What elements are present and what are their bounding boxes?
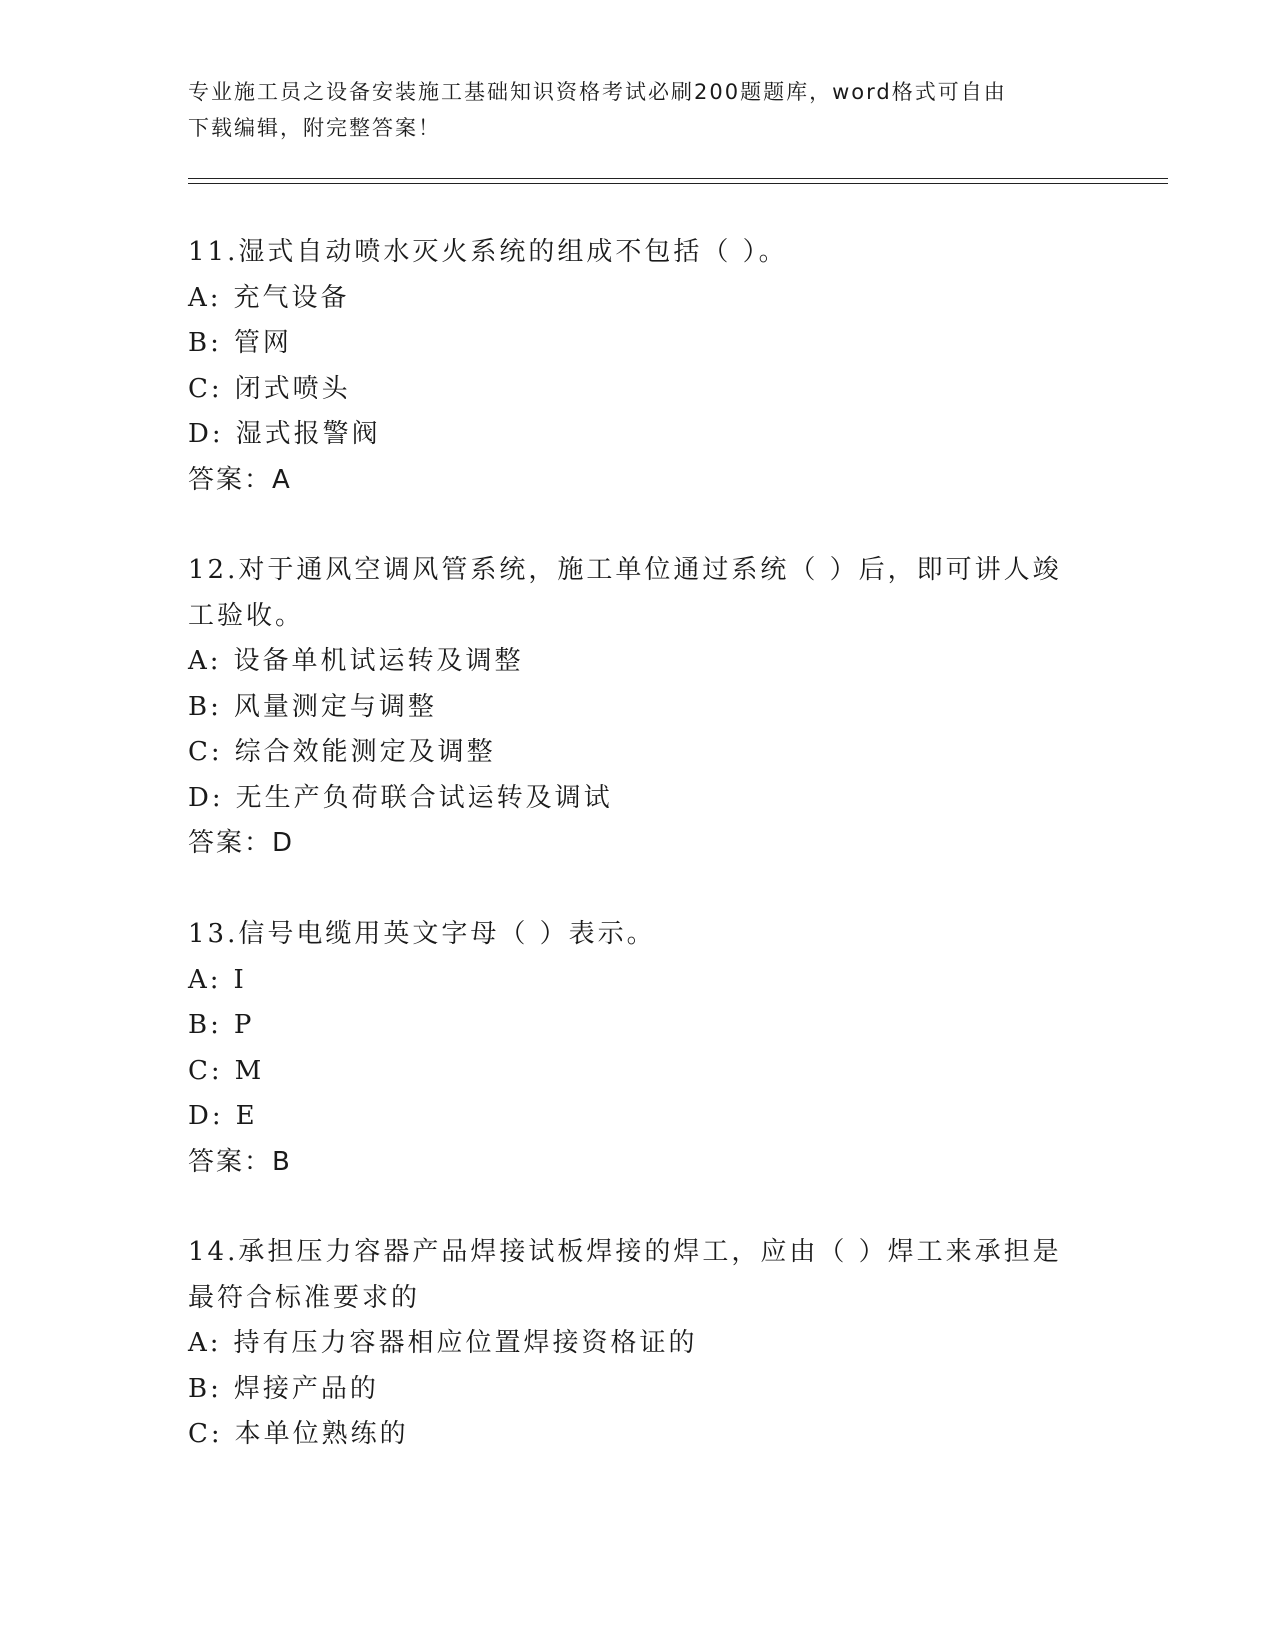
- question-stem: 11.湿式自动喷水灭火系统的组成不包括（ ）。: [188, 237, 788, 267]
- option-a: A: I: [188, 964, 247, 995]
- answer-line: 答案：B: [188, 1146, 292, 1177]
- header-line-2: 下载编辑，附完整答案！: [188, 116, 441, 140]
- option-a: A: 充气设备: [188, 282, 350, 313]
- option-d: D: E: [188, 1101, 258, 1131]
- question-14: [188, 1230, 1068, 1458]
- document-header: [188, 74, 1068, 146]
- answer-line: 答案：A: [188, 464, 292, 495]
- option-a: A: 设备单机试运转及调整: [188, 646, 524, 676]
- header-line-1: 专业施工员之设备安装施工基础知识资格考试必刷200题题库，word格式可自由: [188, 80, 1007, 104]
- answer-line: 答案：D: [188, 828, 295, 858]
- option-c: C: 本单位熟练的: [188, 1419, 409, 1449]
- question-stem: 13.信号电缆用英文字母（ ）表示。: [188, 919, 656, 949]
- option-d: D: 无生产负荷联合试运转及调试: [188, 782, 613, 813]
- question-stem: 12.对于通风空调风管系统，施工单位通过系统（ ）后，即可讲人竣: [188, 555, 1062, 585]
- question-12: [188, 548, 1068, 867]
- option-c: C: M: [188, 1055, 265, 1086]
- option-b: B: 风量测定与调整: [188, 691, 437, 722]
- question-stem-continued: 工验收。: [188, 600, 305, 631]
- option-b: B: 焊接产品的: [188, 1373, 379, 1404]
- header-rule-bottom: [188, 183, 1168, 184]
- question-stem: 14.承担压力容器产品焊接试板焊接的焊工，应由（ ）焊工来承担是: [188, 1237, 1062, 1267]
- question-stem-continued: 最符合标准要求的: [188, 1282, 421, 1313]
- header-rule-top: [188, 178, 1168, 179]
- question-13: [188, 912, 1068, 1185]
- option-b: B: P: [188, 1010, 255, 1040]
- option-d: D: 湿式报警阀: [188, 419, 381, 449]
- option-c: C: 闭式喷头: [188, 373, 351, 404]
- question-11: [188, 230, 1068, 503]
- option-c: C: 综合效能测定及调整: [188, 737, 496, 767]
- option-a: A: 持有压力容器相应位置焊接资格证的: [188, 1328, 698, 1358]
- option-b: B: 管网: [188, 328, 292, 358]
